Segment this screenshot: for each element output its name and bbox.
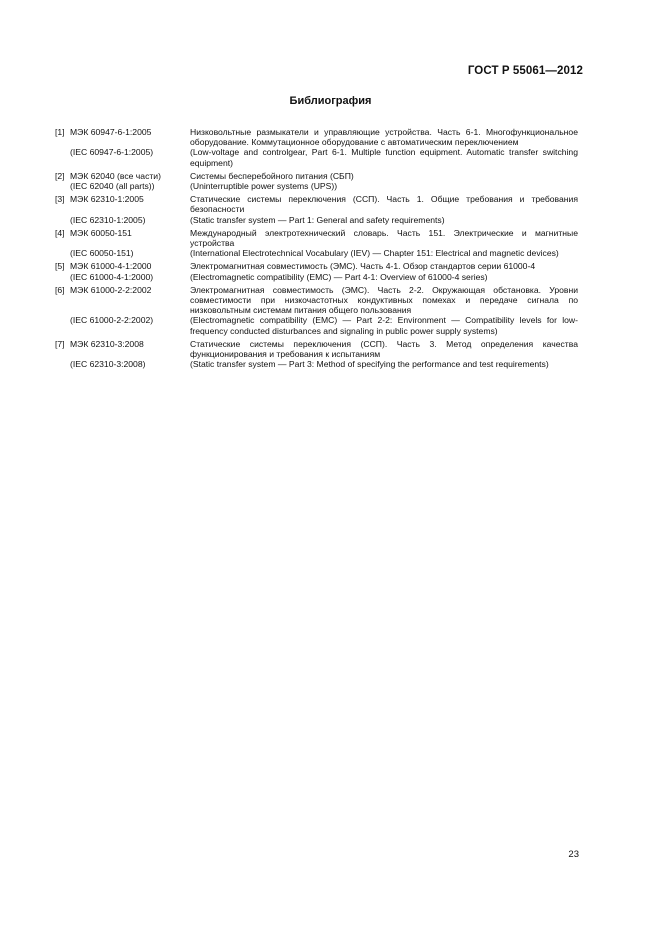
entry-number: [7] xyxy=(55,338,65,349)
entry-standard-ru: МЭК 61000-2-2:2002 xyxy=(70,284,152,295)
entry-number: [6] xyxy=(55,284,65,295)
entry-title-ru: Электромагнитная совместимость (ЭМС). Часть 4-1. Обзор стандартов серии 61000-4 xyxy=(190,261,536,272)
entry-number-spacer xyxy=(55,272,70,282)
entry-standard-iec: (IEC 61000-4-1:2000) xyxy=(70,271,154,282)
entry-standard-iec: (IEC 62310-1:2005) xyxy=(70,214,146,225)
entry-row-iec xyxy=(55,272,578,282)
entry-standard-ru: МЭК 61000-4-1:2000 xyxy=(70,261,152,272)
entry-standard-ru: МЭК 60050-151 xyxy=(70,227,132,238)
entry-standard-iec: (IEC 60050-151) xyxy=(70,248,134,259)
entry-row xyxy=(55,171,578,181)
entry-title-iec: (Uninterruptible power systems (UPS)) xyxy=(190,181,338,192)
entry-number: [3] xyxy=(55,194,65,205)
entry-row-iec xyxy=(55,181,578,191)
bibliography-list xyxy=(55,127,578,372)
entry-title-iec: (Low-voltage and controlgear, Part 6-1. Multiple function equipment. Automatic transfer switching equipment) xyxy=(190,147,578,168)
entry-title-iec: (Static transfer system — Part 1: General and safety requirements) xyxy=(190,214,445,225)
entry-title-ru: Системы бесперебойного питания (СБП) xyxy=(190,170,354,181)
entry-row-iec xyxy=(55,248,578,258)
entry-title-iec: (Static transfer system — Part 3: Method of specifying the performance and test requirements) xyxy=(190,359,549,370)
page-title: Библиография xyxy=(289,95,372,107)
entry-standard-ru: МЭК 60947-6-1:2005 xyxy=(70,127,152,137)
entry-row xyxy=(55,339,578,359)
page-number: 23 xyxy=(568,849,579,860)
entry-title-ru: Низковольтные размыкатели и управляющие устройства. Часть 6-1. Многофункциональное оборудование. Коммутационное оборудование с автоматическим переключением xyxy=(190,127,578,148)
entry-row-iec xyxy=(55,315,578,335)
entry-row xyxy=(55,228,578,248)
entry-title-ru: Статические системы переключения (ССП). Часть 1. Общие требования и требования безопасности xyxy=(190,194,578,215)
entry-title-iec: (International Electrotechnical Vocabulary (IEV) — Chapter 151: Electrical and magnetic devices) xyxy=(190,248,559,259)
entry-row xyxy=(55,285,578,316)
entry-number: [5] xyxy=(55,261,65,272)
entry-number: [1] xyxy=(55,127,65,137)
entry-title-ru: Международный электротехнический словарь. Часть 151. Электрические и магнитные устройства xyxy=(190,227,578,249)
entry-standard-iec: (IEC 62310-3:2008) xyxy=(70,359,146,370)
document-header: ГОСТ Р 55061—2012 xyxy=(467,65,583,77)
entry-row-iec xyxy=(55,147,578,167)
entry-number-spacer xyxy=(55,248,70,258)
entry-number-spacer xyxy=(55,315,70,335)
entry-standard-iec: (IEC 62040 (all parts)) xyxy=(70,181,155,192)
entry-number: [2] xyxy=(55,170,65,181)
entry-row xyxy=(55,194,578,214)
entry-row-iec xyxy=(55,359,578,369)
entry-number-spacer xyxy=(55,215,70,225)
entry-number-spacer xyxy=(55,359,70,369)
entry-standard-ru: МЭК 62040 (все части) xyxy=(70,170,161,181)
entry-title-ru: Электромагнитная совместимость (ЭМС). Часть 2-2. Окружающая обстановка. Уровни совместимости при низкочастотных кондуктивных помехах и передаче сигнала по низковольтным системам питания общего пользования xyxy=(190,284,578,316)
entry-standard-iec: (IEC 61000-2-2:2002) xyxy=(70,315,154,326)
entry-number-spacer xyxy=(55,181,70,191)
entry-standard-ru: МЭК 62310-1:2005 xyxy=(70,194,144,205)
entry-row xyxy=(55,127,578,147)
entry-number: [4] xyxy=(55,227,65,238)
entry-row-iec xyxy=(55,215,578,225)
entry-row xyxy=(55,261,578,271)
entry-title-iec: (Electromagnetic compatibility (EMC) — Part 4-1: Overview of 61000-4 series) xyxy=(190,271,488,282)
entry-spacer xyxy=(55,369,578,372)
entry-title-ru: Статические системы переключения (ССП). Часть 3. Метод определения качества функционирования и требования к испытаниям xyxy=(190,338,578,360)
entry-number-spacer xyxy=(55,147,70,167)
entry-title-iec: (Electromagnetic compatibility (EMC) — Part 2-2: Environment — Compatibility levels for low-frequency conducted disturbances and signaling in public power supply systems) xyxy=(190,315,578,336)
entry-standard-ru: МЭК 62310-3:2008 xyxy=(70,338,144,349)
entry-standard-iec: (IEC 60947-6-1:2005) xyxy=(70,147,154,158)
